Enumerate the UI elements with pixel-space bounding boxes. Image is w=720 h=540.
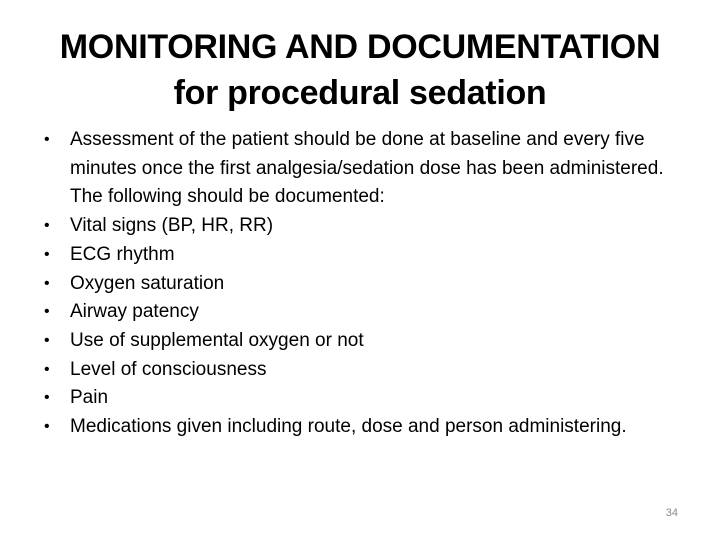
bullet-text: Level of consciousness: [70, 358, 267, 380]
bullet-text: Assessment of the patient should be done at baseline and every five minutes once the first analgesia/sedation dose has been administered. The following should be documented:: [70, 129, 664, 208]
title-line-1: MONITORING AND DOCUMENTATION: [59, 28, 661, 66]
bullet-item: [44, 126, 664, 212]
bullet-icon: •: [44, 245, 50, 263]
bullet-item: [44, 384, 664, 413]
bullet-item: [44, 327, 664, 356]
bullet-icon: •: [44, 274, 50, 292]
bullet-icon: •: [44, 131, 50, 148]
bullet-list: [44, 126, 664, 442]
bullet-icon: •: [44, 389, 50, 407]
bullet-item: [44, 356, 664, 385]
bullet-icon: •: [44, 217, 50, 235]
bullet-text: Medications given including route, dose and person administering.: [70, 416, 627, 438]
bullet-icon: •: [44, 331, 50, 349]
bullet-icon: •: [44, 418, 50, 436]
bullet-text: ECG rhythm: [70, 243, 175, 265]
bullet-text: Oxygen saturation: [70, 272, 225, 294]
bullet-item: [44, 270, 664, 299]
bullet-text: Airway patency: [70, 301, 199, 323]
bullet-text: Use of supplemental oxygen or not: [70, 329, 364, 351]
bullet-item: [44, 241, 664, 270]
bullet-item: [44, 413, 664, 442]
bullet-item: [44, 212, 664, 241]
bullet-icon: •: [44, 303, 50, 321]
slide-title: [30, 24, 690, 116]
bullet-item: [44, 298, 664, 327]
bullet-icon: •: [44, 360, 50, 378]
bullet-text: Vital signs (BP, HR, RR): [70, 215, 274, 237]
page-number: 34: [665, 507, 678, 519]
title-line-2: for procedural sedation: [173, 74, 547, 112]
bullet-text: Pain: [70, 387, 109, 409]
